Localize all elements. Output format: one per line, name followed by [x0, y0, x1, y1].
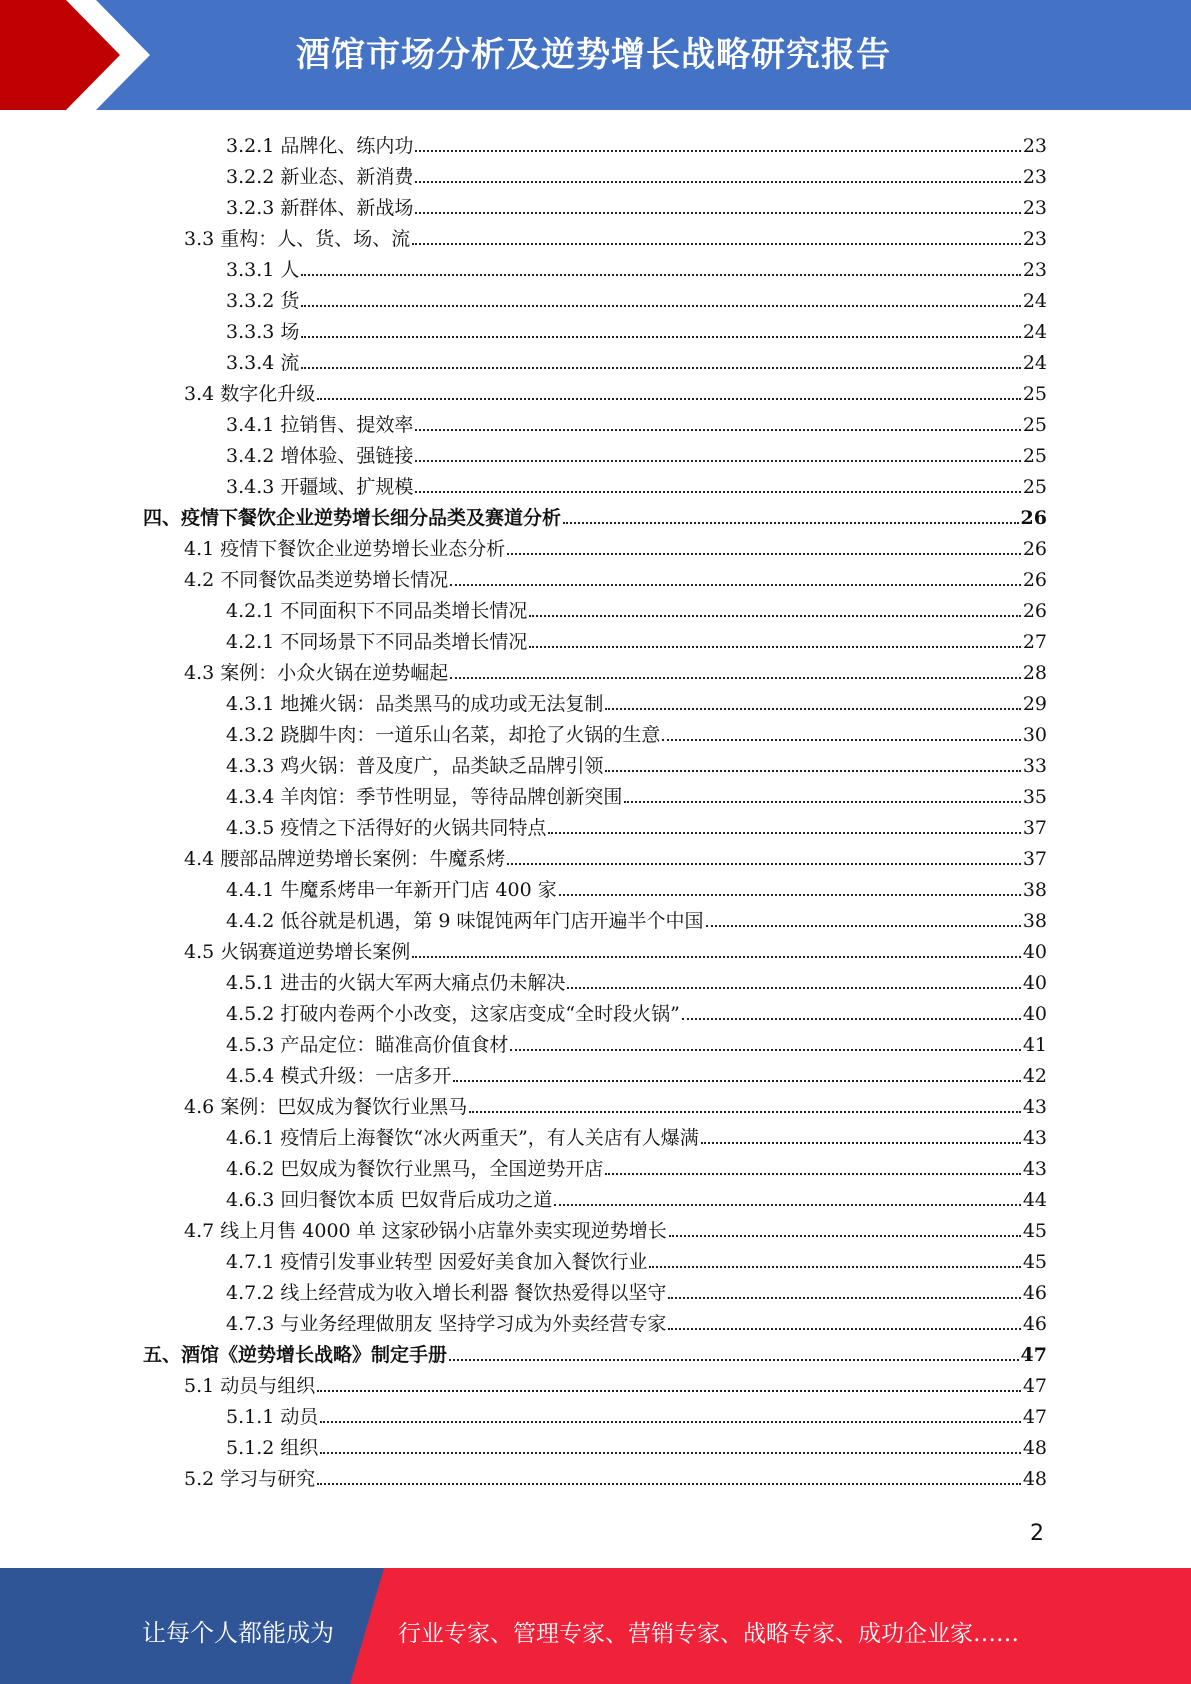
toc-entry-title: 4.6.3 回归餐饮本质 巴奴背后成功之道 [226, 1189, 553, 1211]
toc-entry-page: 25 [1022, 445, 1047, 467]
toc-entry-title: 4.5.3 产品定位：瞄准高价值食材 [226, 1034, 509, 1056]
toc-entry-title: 3.3.3 场 [226, 321, 300, 343]
toc-entry-page: 48 [1022, 1437, 1047, 1459]
toc-entry-page: 23 [1022, 197, 1047, 219]
toc-entry[interactable] [226, 406, 1047, 437]
toc-entry-title: 4.6 案例：巴奴成为餐饮行业黑马 [184, 1096, 468, 1118]
toc-dot-leader [317, 1483, 1021, 1485]
toc-entry-page: 25 [1022, 414, 1047, 436]
toc-entry-page: 29 [1022, 693, 1047, 715]
toc-dot-leader [701, 1142, 1021, 1144]
toc-dot-leader [415, 150, 1020, 152]
toc-entry-page: 37 [1022, 817, 1047, 839]
toc-entry-title: 5.1.1 动员 [226, 1406, 319, 1428]
toc-entry[interactable] [184, 933, 1047, 964]
toc-entry[interactable] [226, 468, 1047, 499]
toc-entry[interactable] [226, 1274, 1047, 1305]
toc-entry[interactable] [184, 375, 1047, 406]
toc-entry[interactable] [226, 778, 1047, 809]
toc-entry-page: 37 [1022, 848, 1047, 870]
toc-entry-title: 4.3.2 跷脚牛肉：一道乐山名菜，却抢了火锅的生意 [226, 724, 661, 746]
toc-dot-leader [529, 615, 1020, 617]
toc-entry-title: 4.7.3 与业务经理做朋友 坚持学习成为外卖经营专家 [226, 1313, 667, 1335]
toc-dot-leader [301, 274, 1020, 276]
toc-entry[interactable] [226, 592, 1047, 623]
toc-dot-leader [662, 739, 1020, 741]
toc-entry-page: 43 [1022, 1127, 1047, 1149]
toc-dot-leader [563, 522, 1019, 524]
toc-dot-leader [649, 1266, 1020, 1268]
toc-entry[interactable] [226, 995, 1047, 1026]
toc-entry-page: 42 [1022, 1065, 1047, 1087]
chevron-arrow-icon [0, 0, 140, 110]
toc-dot-leader [554, 1204, 1020, 1206]
toc-entry-title: 3.4.1 拉销售、提效率 [226, 414, 414, 436]
toc-entry[interactable] [143, 499, 1047, 530]
toc-entry-page: 33 [1022, 755, 1047, 777]
toc-entry[interactable] [226, 344, 1047, 375]
toc-entry-page: 40 [1022, 972, 1047, 994]
toc-dot-leader [605, 708, 1020, 710]
toc-entry[interactable] [184, 654, 1047, 685]
toc-entry-page: 25 [1022, 476, 1047, 498]
toc-entry-title: 3.4 数字化升级 [184, 383, 316, 405]
toc-entry[interactable] [226, 127, 1047, 158]
toc-entry-page: 38 [1022, 879, 1047, 901]
toc-entry-page: 38 [1022, 910, 1047, 932]
toc-entry-page: 43 [1022, 1096, 1047, 1118]
toc-dot-leader [415, 491, 1020, 493]
toc-entry-title: 4.5 火锅赛道逆势增长案例 [184, 941, 411, 963]
toc-entry-title: 3.3 重构：人、货、场、流 [184, 228, 411, 250]
toc-entry[interactable] [226, 871, 1047, 902]
toc-entry-page: 45 [1022, 1251, 1047, 1273]
toc-dot-leader [682, 1018, 1021, 1020]
toc-entry-page: 26 [1022, 600, 1047, 622]
toc-entry-title: 4.4 腰部品牌逆势增长案例：牛魔系烤 [184, 848, 506, 870]
toc-entry-title: 3.4.3 开疆域、扩规模 [226, 476, 414, 498]
toc-entry-title: 4.7 线上月售 4000 单 这家砂锅小店靠外卖实现逆势增长 [184, 1220, 667, 1242]
toc-entry-title: 4.7.2 线上经营成为收入增长利器 餐饮热爱得以坚守 [226, 1282, 667, 1304]
toc-entry-page: 23 [1022, 228, 1047, 250]
toc-entry[interactable] [184, 1460, 1047, 1491]
toc-entry-title: 4.5.2 打破内卷两个小改变，这家店变成“全时段火锅” [226, 1003, 680, 1025]
toc-entry[interactable] [226, 282, 1047, 313]
toc-dot-leader [507, 863, 1021, 865]
toc-entry-page: 43 [1022, 1158, 1047, 1180]
toc-dot-leader [605, 770, 1020, 772]
toc-entry-page: 44 [1022, 1189, 1047, 1211]
toc-entry-page: 41 [1022, 1034, 1047, 1056]
toc-dot-leader [507, 553, 1021, 555]
toc-entry-page: 26 [1020, 507, 1047, 529]
toc-entry[interactable] [226, 747, 1047, 778]
footer-slogan-left: 让每个人都能成为 [142, 1619, 334, 1647]
header-banner [0, 0, 1191, 110]
toc-entry-page: 28 [1022, 662, 1047, 684]
toc-entry-title: 五、酒馆《逆势增长战略》制定手册 [143, 1344, 448, 1366]
page-number: 2 [1030, 1521, 1044, 1546]
toc-entry-page: 47 [1022, 1375, 1047, 1397]
toc-dot-leader [412, 243, 1021, 245]
toc-entry[interactable] [226, 685, 1047, 716]
toc-dot-leader [529, 646, 1020, 648]
toc-entry-page: 27 [1022, 631, 1047, 653]
toc-entry-title: 3.2.1 品牌化、练内功 [226, 135, 414, 157]
toc-entry-page: 46 [1022, 1313, 1047, 1335]
toc-entry-title: 4.2.1 不同面积下不同品类增长情况 [226, 600, 528, 622]
toc-entry-page: 46 [1022, 1282, 1047, 1304]
toc-entry-title: 4.3.5 疫情之下活得好的火锅共同特点 [226, 817, 547, 839]
toc-dot-leader [317, 398, 1021, 400]
toc-dot-leader [415, 429, 1020, 431]
toc-entry-page: 35 [1022, 786, 1047, 808]
toc-entry[interactable] [226, 1305, 1047, 1336]
toc-entry-title: 3.2.2 新业态、新消费 [226, 166, 414, 188]
toc-entry-title: 5.1.2 组织 [226, 1437, 319, 1459]
toc-dot-leader [450, 677, 1021, 679]
toc-entry[interactable] [226, 1119, 1047, 1150]
toc-entry-title: 四、疫情下餐饮企业逆势增长细分品类及赛道分析 [143, 507, 562, 529]
toc-entry[interactable] [226, 623, 1047, 654]
toc-entry-page: 25 [1022, 383, 1047, 405]
toc-dot-leader [415, 212, 1020, 214]
toc-entry-page: 24 [1022, 321, 1047, 343]
toc-entry[interactable] [226, 313, 1047, 344]
toc-entry-page: 24 [1022, 290, 1047, 312]
toc-entry[interactable] [226, 251, 1047, 282]
toc-entry[interactable] [226, 1150, 1047, 1181]
toc-dot-leader [449, 1359, 1019, 1361]
toc-entry-title: 4.7.1 疫情引发事业转型 因爱好美食加入餐饮行业 [226, 1251, 648, 1273]
toc-entry[interactable] [226, 1057, 1047, 1088]
toc-dot-leader [668, 1328, 1020, 1330]
toc-entry[interactable] [226, 964, 1047, 995]
toc-entry-title: 3.3.1 人 [226, 259, 300, 281]
toc-entry-title: 4.4.1 牛魔系烤串一年新开门店 400 家 [226, 879, 557, 901]
toc-entry-title: 3.2.3 新群体、新战场 [226, 197, 414, 219]
toc-dot-leader [605, 1173, 1020, 1175]
toc-entry-title: 4.5.4 模式升级：一店多开 [226, 1065, 452, 1087]
toc-dot-leader [415, 460, 1020, 462]
toc-entry-title: 3.4.2 增体验、强链接 [226, 445, 414, 467]
toc-entry-page: 30 [1022, 724, 1047, 746]
toc-dot-leader [624, 801, 1020, 803]
toc-entry-title: 4.3.1 地摊火锅：品类黑马的成功或无法复制 [226, 693, 604, 715]
toc-entry[interactable] [184, 561, 1047, 592]
footer-slogan-right: 行业专家、管理专家、营销专家、战略专家、成功企业家…… [398, 1621, 1019, 1647]
toc-entry-title: 4.4.2 低谷就是机遇，第 9 味馄饨两年门店开遍半个中国 [226, 910, 704, 932]
toc-entry[interactable] [226, 1243, 1047, 1274]
toc-entry-title: 4.3.4 羊肉馆：季节性明显，等待品牌创新突围 [226, 786, 623, 808]
toc-dot-leader [510, 1049, 1020, 1051]
toc-entry-page: 47 [1020, 1344, 1047, 1366]
toc-entry-title: 4.6.1 疫情后上海餐饮“冰火两重天”，有人关店有人爆满 [226, 1127, 699, 1149]
toc-dot-leader [669, 1235, 1021, 1237]
toc-dot-leader [320, 1452, 1020, 1454]
toc-dot-leader [415, 181, 1020, 183]
toc-dot-leader [706, 925, 1021, 927]
toc-entry[interactable] [226, 1181, 1047, 1212]
toc-entry-title: 4.1 疫情下餐饮企业逆势增长业态分析 [184, 538, 506, 560]
toc-entry-title: 4.3 案例：小众火锅在逆势崛起 [184, 662, 449, 684]
toc-entry-title: 3.3.4 流 [226, 352, 300, 374]
toc-dot-leader [469, 1111, 1021, 1113]
toc-entry-title: 5.1 动员与组织 [184, 1375, 316, 1397]
toc-entry-page: 23 [1022, 166, 1047, 188]
toc-entry-title: 5.2 学习与研究 [184, 1468, 316, 1490]
toc-dot-leader [668, 1297, 1020, 1299]
toc-dot-leader [301, 336, 1020, 338]
toc-dot-leader [320, 1421, 1020, 1423]
toc-dot-leader [301, 367, 1020, 369]
toc-entry[interactable] [184, 530, 1047, 561]
toc-entry-title: 4.2 不同餐饮品类逆势增长情况 [184, 569, 449, 591]
toc-dot-leader [450, 584, 1021, 586]
toc-entry-page: 48 [1022, 1468, 1047, 1490]
toc-entry[interactable] [184, 220, 1047, 251]
toc-entry[interactable] [184, 840, 1047, 871]
document-title: 酒馆市场分析及逆势增长战略研究报告 [296, 35, 891, 75]
toc-entry-page: 23 [1022, 259, 1047, 281]
toc-dot-leader [301, 305, 1020, 307]
toc-entry[interactable] [184, 1367, 1047, 1398]
toc-entry-title: 3.3.2 货 [226, 290, 300, 312]
toc-entry[interactable] [226, 1398, 1047, 1429]
toc-entry-page: 47 [1022, 1406, 1047, 1428]
toc-entry[interactable] [226, 158, 1047, 189]
toc-entry-title: 4.3.3 鸡火锅：普及度广，品类缺乏品牌引领 [226, 755, 604, 777]
toc-entry[interactable] [226, 716, 1047, 747]
toc-entry-page: 40 [1022, 1003, 1047, 1025]
toc-entry[interactable] [226, 437, 1047, 468]
toc-entry[interactable] [226, 902, 1047, 933]
toc-dot-leader [567, 987, 1020, 989]
toc-dot-leader [548, 832, 1020, 834]
toc-dot-leader [453, 1080, 1020, 1082]
toc-entry[interactable] [226, 809, 1047, 840]
toc-entry-title: 4.6.2 巴奴成为餐饮行业黑马，全国逆势开店 [226, 1158, 604, 1180]
toc-entry-page: 24 [1022, 352, 1047, 374]
toc-entry-page: 45 [1022, 1220, 1047, 1242]
toc-entry[interactable] [184, 1088, 1047, 1119]
toc-entry-title: 4.2.1 不同场景下不同品类增长情况 [226, 631, 528, 653]
toc-entry[interactable] [226, 1026, 1047, 1057]
toc-entry[interactable] [226, 1429, 1047, 1460]
toc-entry[interactable] [184, 1212, 1047, 1243]
toc-entry[interactable] [143, 1336, 1047, 1367]
toc-dot-leader [412, 956, 1021, 958]
toc-entry-page: 23 [1022, 135, 1047, 157]
toc-dot-leader [317, 1390, 1021, 1392]
toc-entry-page: 40 [1022, 941, 1047, 963]
toc-entry-page: 26 [1022, 569, 1047, 591]
toc-entry-title: 4.5.1 进击的火锅大军两大痛点仍未解决 [226, 972, 566, 994]
toc-dot-leader [559, 894, 1021, 896]
toc-entry[interactable] [226, 189, 1047, 220]
toc-entry-page: 26 [1022, 538, 1047, 560]
